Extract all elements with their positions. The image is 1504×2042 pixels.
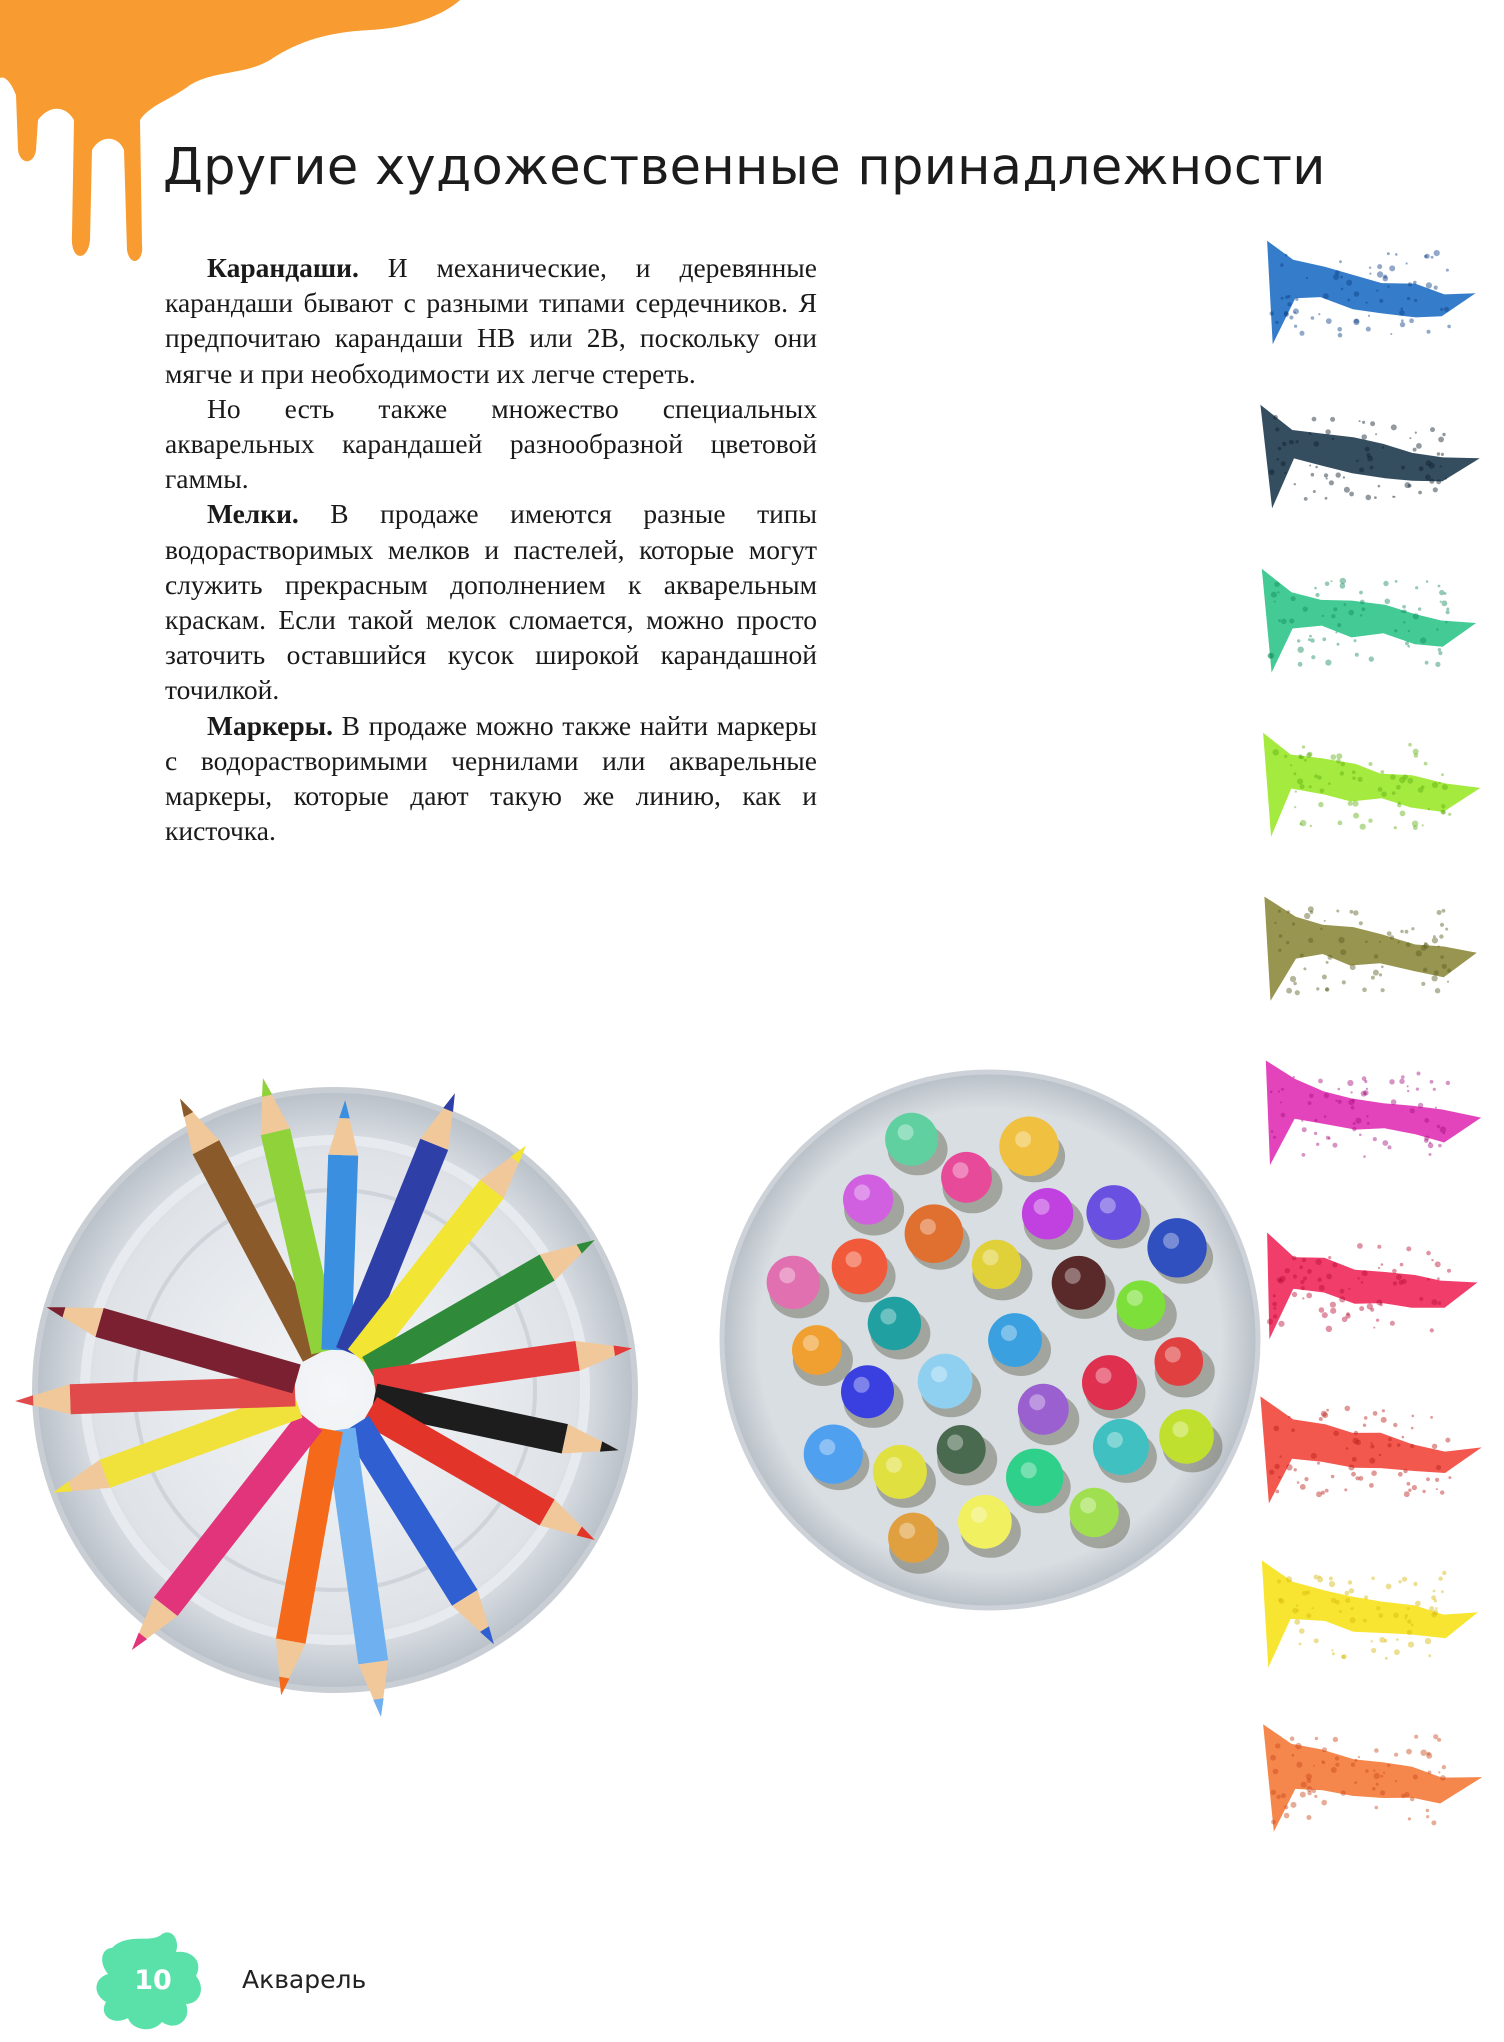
orange-swatch (1263, 1724, 1482, 1831)
yellow-swatch (1262, 1560, 1478, 1667)
watercolor-swatch-column (1250, 220, 1490, 1920)
lime-swatch (1263, 733, 1480, 837)
paragraph-crayons: Мелки. В продаже имеются разные типы водорастворимых мелков и пастелей, которые могут служить прекрасным дополнением к акварельным краскам. Если такой мелок сломается, можно просто заточить оставшийся кусок широкой карандашной точилкой. (165, 498, 817, 706)
term-crayons: Мелки. (207, 498, 299, 530)
crayons-jar-photo (710, 1040, 1270, 1640)
dark-navy-swatch (1260, 405, 1479, 509)
red-swatch (1260, 1396, 1481, 1503)
pink-red-swatch (1267, 1233, 1477, 1340)
term-pencils: Карандаши. (207, 252, 359, 283)
paragraph-pencils: Карандаши. И механические, и деревянные карандаши бывают с разными типами сердечников. Я предпочитаю карандаши HB или 2B, поскольку они мягче и при необходимости их легче стереть. (165, 252, 817, 389)
page-number: 10 (134, 1965, 172, 1996)
term-markers: Маркеры. (207, 709, 334, 741)
running-title: Акварель (242, 1965, 367, 1994)
magenta-swatch (1266, 1061, 1481, 1166)
blue-swatch (1267, 241, 1475, 344)
paragraph-markers: Маркеры. В продаже можно также найти маркеры с водорастворимыми чернилами или акварельные маркеры, которые дают такую же линию, как и кисточка. (165, 709, 817, 847)
page-footer (0, 1925, 600, 2042)
pencils-jar-photo (0, 1000, 700, 1740)
paragraph-watercolor-pencils: Но есть также множество специальных акварельных карандашей разнообразной цветовой гаммы. (165, 392, 817, 495)
body-text (165, 250, 817, 848)
olive-swatch (1264, 897, 1476, 1001)
page-title: Другие художественные принадлежности (163, 138, 1326, 197)
green-swatch (1262, 569, 1476, 673)
